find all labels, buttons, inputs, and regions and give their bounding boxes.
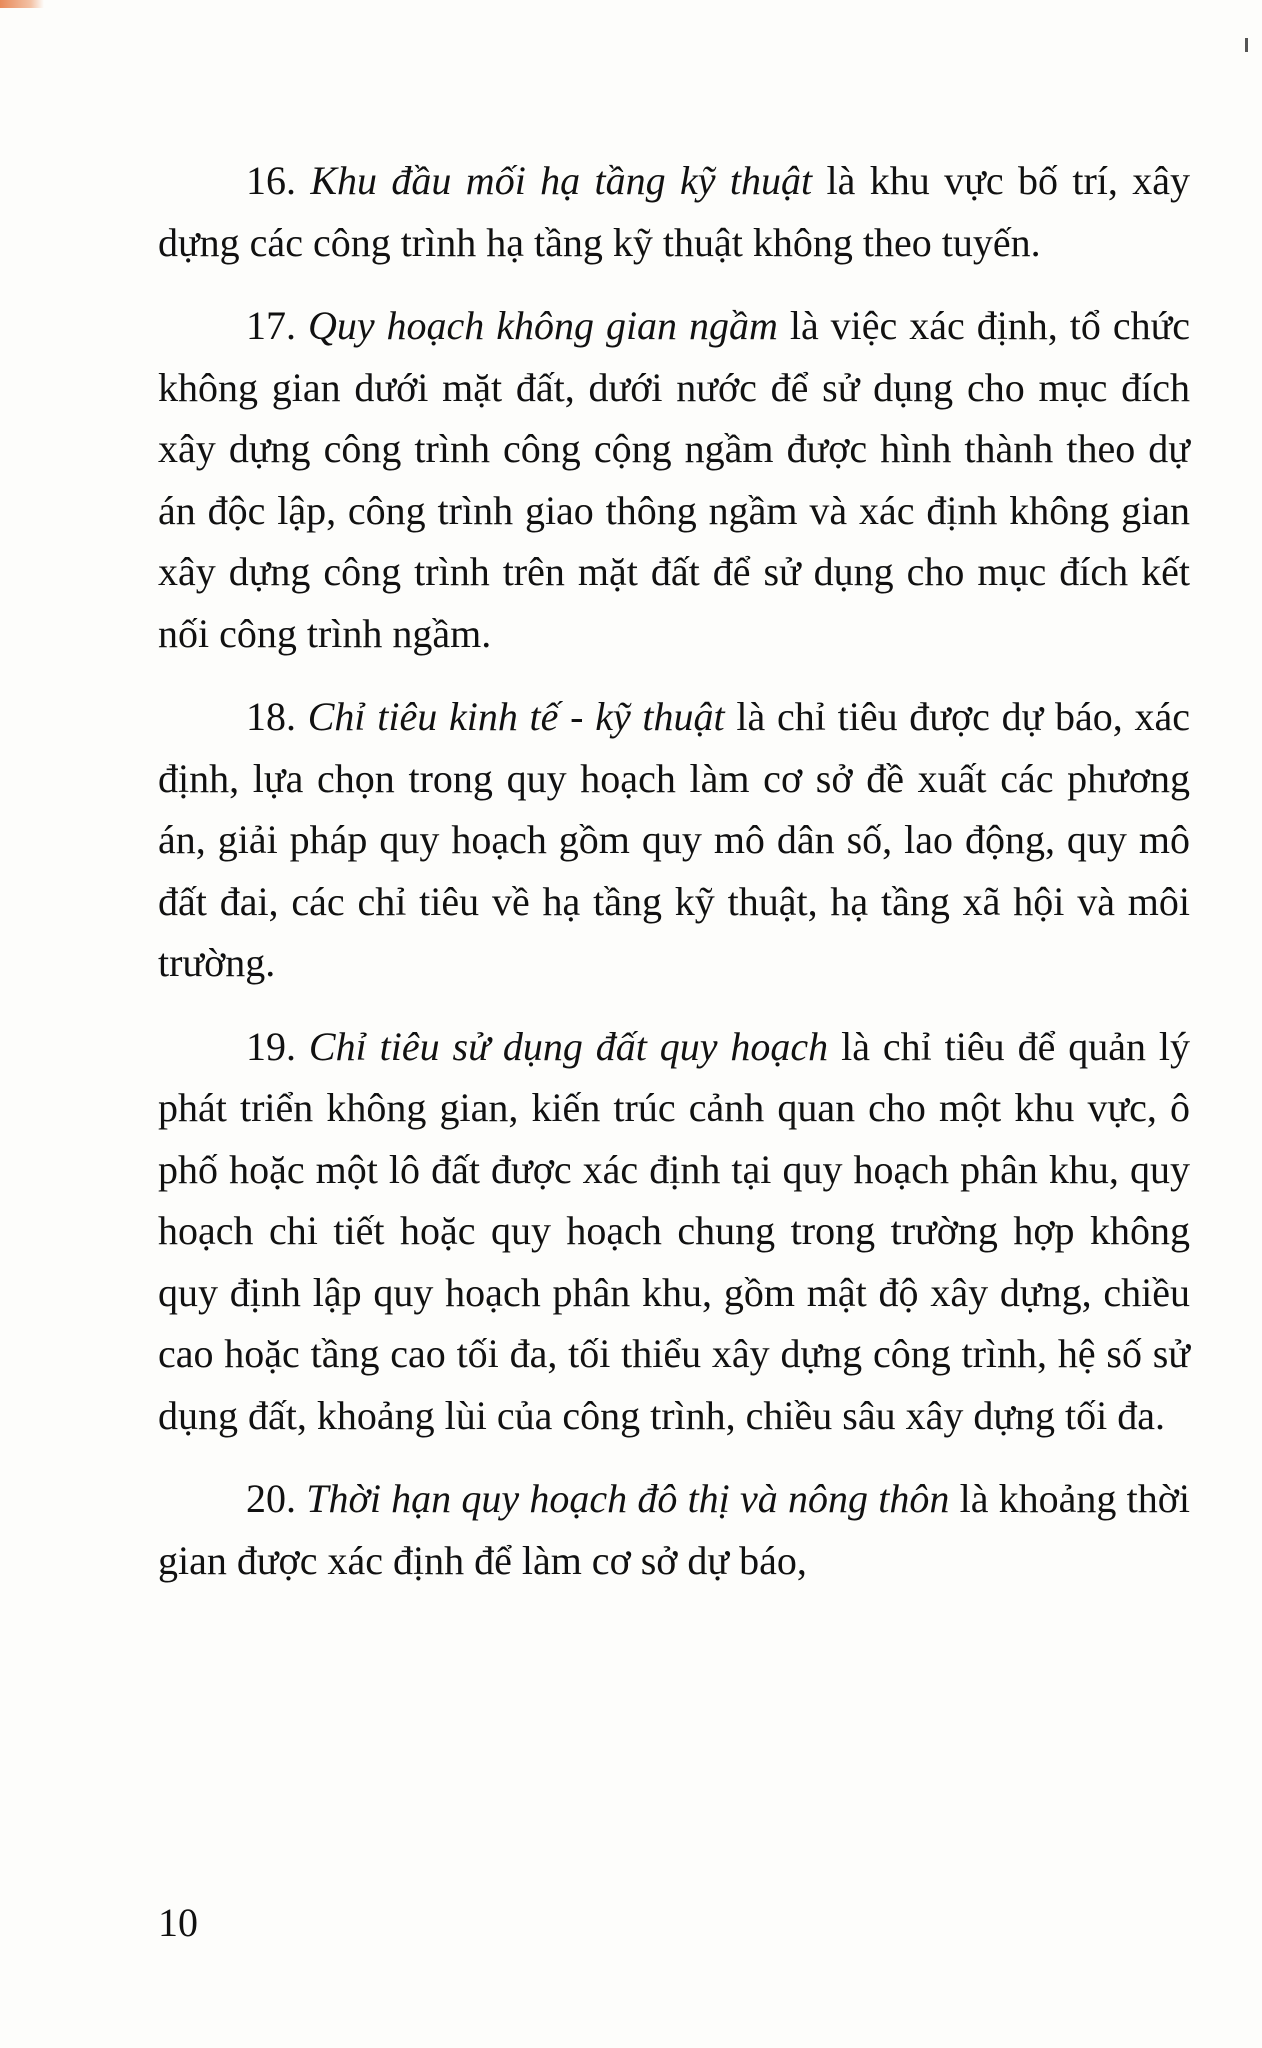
paragraph-20 bbox=[158, 1468, 1190, 1591]
paragraph-19 bbox=[158, 1016, 1190, 1447]
paragraph-number: 18. bbox=[246, 694, 296, 739]
body-text bbox=[158, 150, 1190, 1613]
page-number: 10 bbox=[158, 1900, 198, 1945]
paragraph-number: 17. bbox=[246, 303, 296, 348]
defined-term: Khu đầu mối hạ tầng kỹ thuật bbox=[310, 158, 813, 203]
paragraph-16 bbox=[158, 150, 1190, 273]
paragraph-number: 16. bbox=[246, 158, 296, 203]
definition-text: là việc xác định, tổ chức không gian dưới mặt đất, dưới nước để sử dụng cho mục đích xây dựng công trình công cộng ngầm được hình thành theo dự án độc lập, công trình giao thông ngầm và xác định không gian xây dựng công trình trên mặt đất để sử dụng cho mục đích kết nối công trình ngầm. bbox=[158, 303, 1191, 656]
defined-term: Quy hoạch không gian ngầm bbox=[307, 303, 778, 348]
definition-text: là khoảng thời gian được xác định để làm cơ sở dự báo, bbox=[158, 1476, 1191, 1583]
definition-text: là khu vực bố trí, xây dựng các công trình hạ tầng kỹ thuật không theo tuyến. bbox=[158, 158, 1191, 265]
definition-text: là chỉ tiêu được dự báo, xác định, lựa chọn trong quy hoạch làm cơ sở đề xuất các phương án, giải pháp quy hoạch gồm quy mô dân số, lao động, quy mô đất đai, các chỉ tiêu về hạ tầng kỹ thuật, hạ tầng xã hội và môi trường. bbox=[158, 694, 1191, 985]
scan-edge-mark bbox=[1245, 38, 1248, 52]
defined-term: Thời hạn quy hoạch đô thị và nông thôn bbox=[306, 1476, 950, 1521]
paragraph-number: 19. bbox=[246, 1023, 296, 1069]
definition-text: là chỉ tiêu để quản lý phát triển không gian, kiến trúc cảnh quan cho một khu vực, ô phố hoặc một lô đất được xác định tại quy hoạch phân khu, quy hoạch chi tiết hoặc quy hoạch chung trong trường hợp không quy định lập quy hoạch phân khu, gồm mật độ xây dựng, chiều cao hoặc tầng cao tối đa, tối thiểu xây dựng công trình, hệ số sử dụng đất, khoảng lùi của công trình, chiều sâu xây dựng tối đa. bbox=[158, 1023, 1191, 1438]
scan-corner-mark bbox=[0, 0, 44, 8]
defined-term: Chỉ tiêu kinh tế - kỹ thuật bbox=[307, 694, 725, 739]
paragraph-17 bbox=[158, 295, 1190, 664]
paragraph-number: 20. bbox=[246, 1476, 296, 1521]
defined-term: Chỉ tiêu sử dụng đất quy hoạch bbox=[308, 1023, 829, 1069]
paragraph-18 bbox=[158, 686, 1190, 994]
